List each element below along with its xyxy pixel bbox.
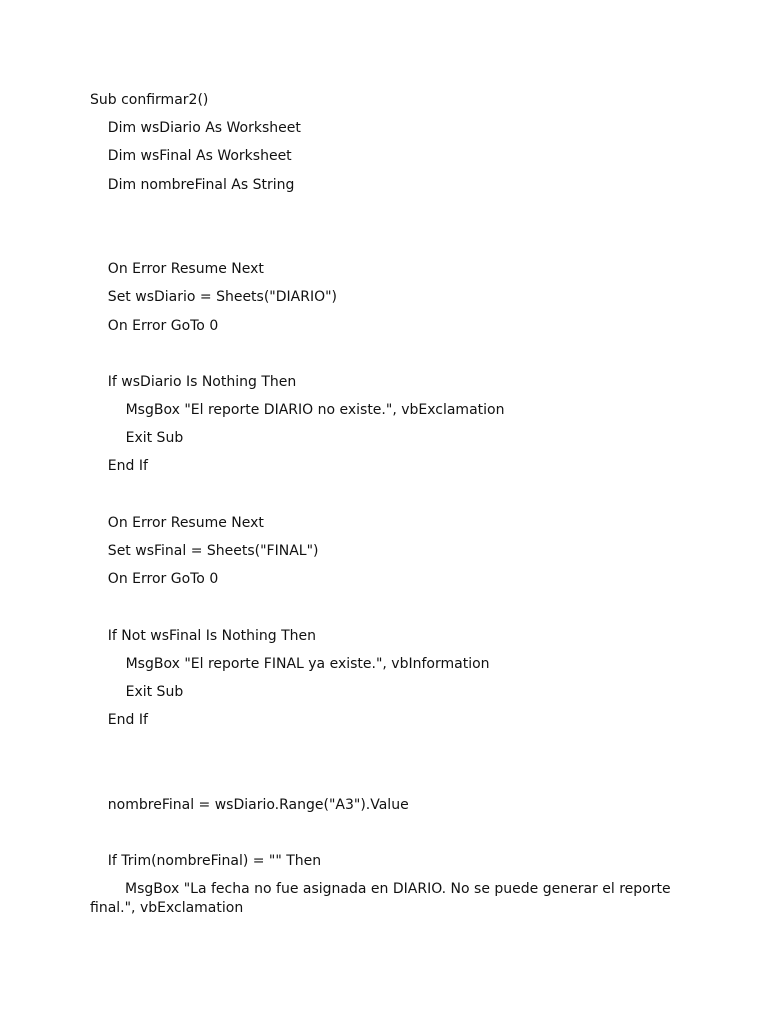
code-line: On Error Resume Next [90, 514, 264, 531]
blank-line [90, 739, 680, 767]
code-line: End If [90, 458, 148, 475]
blank-line [90, 598, 680, 626]
blank-line [90, 345, 680, 373]
code-line: On Error GoTo 0 [90, 571, 219, 588]
code-line: Dim wsDiario As Worksheet [90, 120, 301, 137]
code-line: Set wsDiario = Sheets("DIARIO") [90, 289, 338, 306]
code-line: MsgBox "El reporte DIARIO no existe.", vbExclamation [90, 402, 505, 419]
code-line: Exit Sub [90, 430, 184, 447]
blank-line [90, 768, 680, 796]
code-line: Dim wsFinal As Worksheet [90, 148, 292, 165]
vba-code-block [90, 91, 680, 918]
blank-line [90, 824, 680, 852]
code-line: On Error GoTo 0 [90, 317, 219, 334]
code-line: Dim nombreFinal As String [90, 176, 295, 193]
blank-line [90, 486, 680, 514]
blank-line [90, 204, 680, 232]
code-line-sub-declaration: Sub confirmar2() [90, 92, 209, 108]
code-line: Set wsFinal = Sheets("FINAL") [90, 543, 319, 559]
code-line: If wsDiario Is Nothing Then [90, 373, 297, 390]
code-line-wrapped: MsgBox "La fecha no fue asignada en DIARIO. No se puede generar el reporte final.", vbExclamation [90, 881, 671, 917]
code-line: End If [90, 712, 148, 729]
code-line: If Not wsFinal Is Nothing Then [90, 627, 317, 644]
code-line: On Error Resume Next [90, 261, 264, 278]
code-line: nombreFinal = wsDiario.Range("A3").Value [90, 796, 409, 813]
code-line: Exit Sub [90, 683, 184, 700]
code-line: MsgBox "El reporte FINAL ya existe.", vbInformation [90, 655, 490, 672]
blank-line [90, 232, 680, 260]
code-line: If Trim(nombreFinal) = "" Then [90, 853, 322, 870]
